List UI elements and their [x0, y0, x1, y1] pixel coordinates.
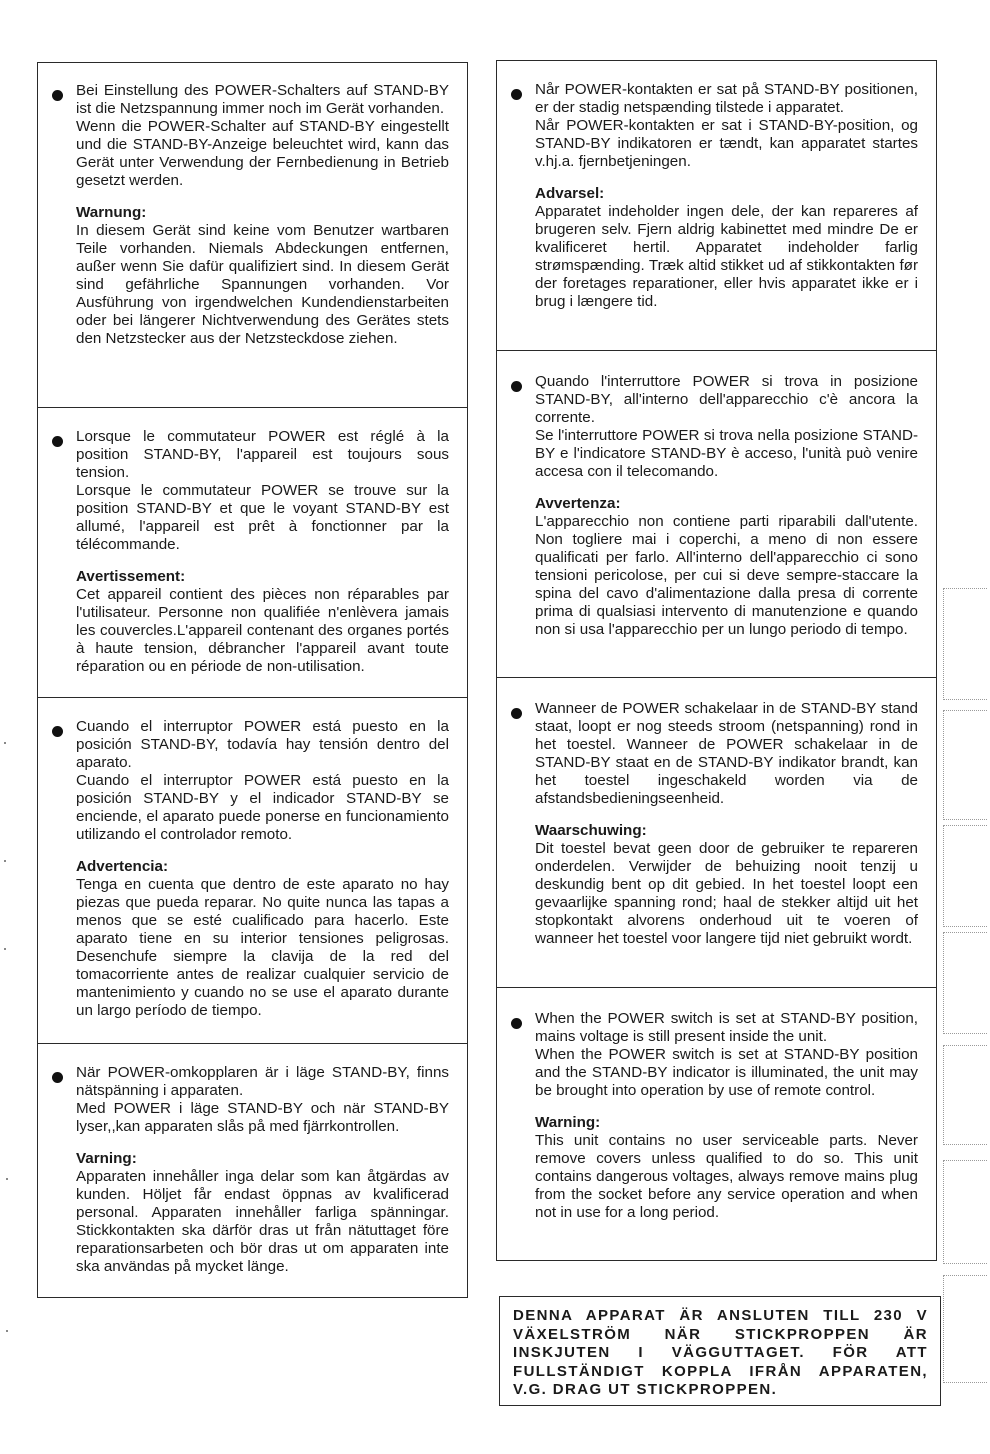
scan-speck [4, 948, 6, 950]
page-edge-bleed [943, 1160, 987, 1264]
bullet-icon [511, 89, 522, 100]
warning-text: Apparaten innehåller inga delar som kan åtgärdas av kunden. Höljet får endast öppnas av kvalificerad personal. Apparaten innehåller farliga spänningar. Stickkontakten ska därför dras ut från nätuttaget före reparationsarbeten och bör dras ut om apparaten inte ska användas på mycket länge. [76, 1168, 449, 1275]
paragraph: When the POWER switch is set at STAND-BY position and the STAND-BY indicator is illuminated, the unit may be brought into operation by use of remote control. [535, 1046, 918, 1099]
bullet-icon [511, 708, 522, 719]
paragraph: Lorsque le commutateur POWER est réglé à la position STAND-BY, l'appareil est toujours sous tension. [76, 428, 449, 481]
paragraph: Cuando el interruptor POWER está puesto en la posición STAND-BY y el indicador STAND-BY se enciende, el aparato puede ponerse en funcionamiento utilizando el controlador remoto. [76, 772, 449, 843]
page-edge-bleed [943, 825, 987, 927]
section-spanish [38, 697, 467, 1020]
page-edge-bleed [943, 1045, 987, 1145]
scan-speck [6, 1330, 8, 1332]
paragraph: Bei Einstellung des POWER-Schalters auf STAND-BY ist die Netzspannung immer noch im Gerät vorhanden. [76, 82, 449, 117]
page-edge-bleed [943, 932, 987, 1034]
section-french [38, 407, 467, 676]
warning-title: Varning: [76, 1150, 137, 1167]
bullet-icon [511, 1018, 522, 1029]
paragraph: Wanneer de POWER schakelaar in de STAND-BY stand staat, loopt er nog steeds stroom (netspanning) rond in het toestel. Wanneer de POWER schakelaar in de STAND-BY staat en de STAND-BY indikator brandt, kan het toestel ingeschakeld worden via de afstandsbedieningseenheid. [535, 700, 918, 807]
paragraph: Når POWER-kontakten er sat i STAND-BY-position, og STAND-BY indikatoren er tændt, kan apparatet startes v.hj.a. fjernbetjeningen. [535, 117, 918, 170]
scan-speck [4, 742, 6, 744]
warning-text: This unit contains no user serviceable parts. Never remove covers unless qualified to do so. This unit contains dangerous voltages, always remove mains plug from the socket before any service operation and when not in use for a long period. [535, 1132, 918, 1221]
section-danish [497, 81, 936, 311]
paragraph: Se l'interruttore POWER si trova nella posizione STAND-BY e l'indicatore STAND-BY è acceso, l'unità può venire accesa con il telecomando. [535, 427, 918, 480]
paragraph: När POWER-omkopplaren är i läge STAND-BY, finns nätspänning i apparaten. [76, 1064, 449, 1099]
warning-text: Cet appareil contient des pièces non réparables par l'utilisateur. Personne non qualifiée n'enlèvera jamais les couvercles.L'appareil contenant des organes portés à haute tension, débrancher l'appareil avant toute réparation ou en période de non-utilisation. [76, 586, 449, 675]
section-german [38, 82, 467, 348]
section-english [497, 987, 936, 1222]
warning-title: Warning: [535, 1114, 601, 1131]
bullet-icon [52, 90, 63, 101]
warning-text: Tenga en cuenta que dentro de este aparato no hay piezas que pueda reparar. No quite nunca las tapas a menos que se esté cualificado para hacerlo. Este aparato tiene en su interior tensiones peligrosas. Desenchufe siempre la clavija de la red del tomacorriente antes de realizar cualquier servicio de mantenimiento y cuando no se use el aparato durante un largo período de tiempo. [76, 876, 449, 1019]
warning-text: L'apparecchio non contiene parti riparabili dall'utente. Non togliere mai i coperchi, a meno di non essere qualificati per farlo. All'interno dell'apparecchio ci sono tensioni pericolose, per cui si deve sempre-staccare la spina del cavo d'alimentazione dalla presa di corrente prima di qualsiasi intervento di manutenzione e quando non si usa l'apparecchio per un lungo periodo di tempo. [535, 513, 918, 638]
scan-speck [6, 1178, 8, 1180]
page-edge-bleed [943, 710, 987, 820]
warning-title: Warnung: [76, 204, 147, 221]
page-edge-bleed [943, 1275, 987, 1383]
scan-speck [4, 860, 6, 862]
page-edge-bleed [943, 588, 987, 700]
warning-text: Dit toestel bevat geen door de gebruiker te repareren onderdelen. Verwijder de behuizing nooit tenzij u deskundig bent op dit gebied. In het toestel loopt een gevaarlijke spanning rond; haal de stekker altijd uit het stopkontakt alvorens onderhoud uit te voeren of wanneer het toestel voor langere tijd niet gebruikt wordt. [535, 840, 918, 947]
paragraph: Når POWER-kontakten er sat på STAND-BY positionen, er der stadig netspænding tilstede i apparatet. [535, 81, 918, 116]
mains-notice-box: DENNA APPARAT ÄR ANSLUTEN TILL 230 V VÄXELSTRÖM NÄR STICKPROPPEN ÄR INSKJUTEN I VÄGGUTTAGET. FÖR ATT FULLSTÄNDIGT KOPPLA IFRÅN APPARATEN, V.G. DRAG UT STICKPROPPEN. [499, 1296, 941, 1406]
warning-text: In diesem Gerät sind keine vom Benutzer wartbaren Teile vorhanden. Niemals Abdeckungen entfernen, außer wenn Sie dafür qualifiziert sind. In diesem Gerät sind gefährliche Spannungen vorhanden. Vor Ausführung von irgendwelchen Kundendienstarbeiten oder bei längerer Nichtverwendung des Gerätes stets den Netzstecker aus der Netzsteckdose ziehen. [76, 222, 449, 347]
section-dutch [497, 677, 936, 948]
warning-title: Waarschuwing: [535, 822, 647, 839]
right-column-box [496, 60, 937, 1261]
bullet-icon [52, 1072, 63, 1083]
left-column-box [37, 62, 468, 1298]
paragraph: Cuando el interruptor POWER está puesto en la posición STAND-BY, todavía hay tensión dentro del aparato. [76, 718, 449, 771]
warning-title: Avertissement: [76, 568, 186, 585]
bullet-icon [511, 381, 522, 392]
section-italian [497, 350, 936, 639]
warning-title: Advertencia: [76, 858, 169, 875]
section-swedish [38, 1043, 467, 1276]
paragraph: Med POWER i läge STAND-BY och när STAND-BY lyser,,kan apparaten slås på med fjärrkontrollen. [76, 1100, 449, 1135]
warning-title: Advarsel: [535, 185, 605, 202]
warning-title: Avvertenza: [535, 495, 621, 512]
paragraph: When the POWER switch is set at STAND-BY position, mains voltage is still present inside the unit. [535, 1010, 918, 1045]
paragraph: Lorsque le commutateur POWER se trouve sur la position STAND-BY et que le voyant STAND-BY est allumé, l'appareil est prêt à fonctionner par la télécommande. [76, 482, 449, 553]
bullet-icon [52, 726, 63, 737]
warning-text: Apparatet indeholder ingen dele, der kan repareres af brugeren selv. Fjern aldrig kabinettet med mindre De er kvalificeret hertil. Apparatet indeholder farlig strømspænding. Træk altid stikket ud af stikkontakten før der foretages reparationer, eller hvis apparatet ikke er i brug i længere tid. [535, 203, 918, 310]
paragraph: Quando l'interruttore POWER si trova in posizione STAND-BY, all'interno dell'apparecchio c'è ancora la corrente. [535, 373, 918, 426]
paragraph: Wenn die POWER-Schalter auf STAND-BY eingestellt und die STAND-BY-Anzeige beleuchtet wird, kann das Gerät unter Verwendung der Fernbedienung in Betrieb gesetzt werden. [76, 118, 449, 189]
bullet-icon [52, 436, 63, 447]
